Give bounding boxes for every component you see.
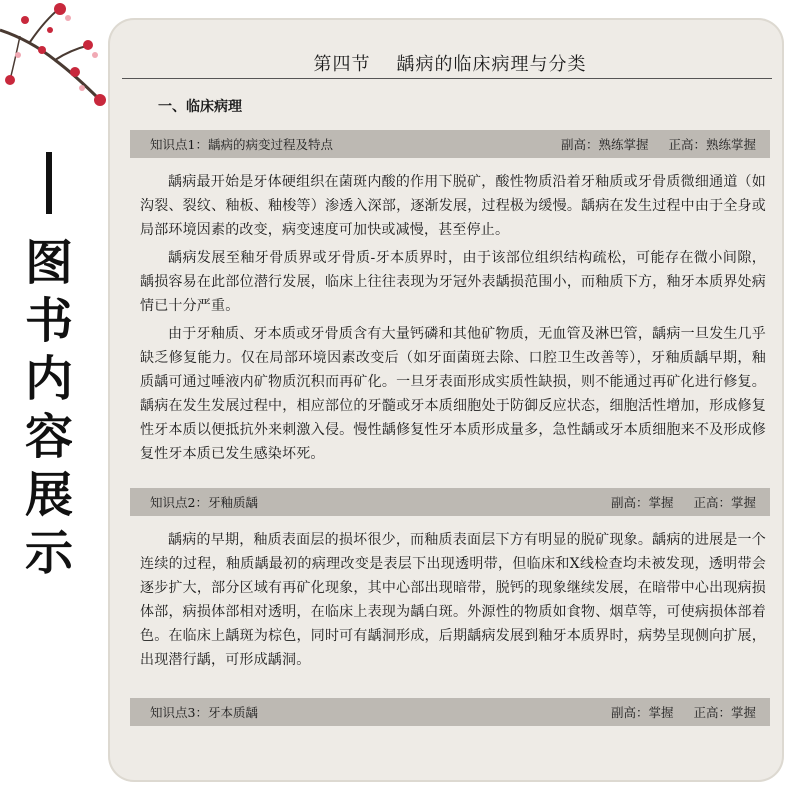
senior-level: 正高：熟练掌握 — [668, 137, 756, 152]
caption-char: 图 — [24, 235, 73, 291]
book-page — [108, 18, 784, 782]
paragraph: 龋病最开始是牙体硬组织在菌斑内酸的作用下脱矿，酸性物质沿着牙釉质或牙骨质微细通道（如沟裂、裂纹、釉板、釉梭等）渗透入深部，逐渐发展，过程极为缓慢。龋病在发生过程中由于全身或局部环境因素的改变，病变速度可加快或减慢，甚至停止。 — [140, 174, 766, 238]
knowledge-point-title: 知识点1：龋病的病变过程及特点 — [150, 137, 333, 152]
paragraph: 由于牙釉质、牙本质或牙骨质含有大量钙磷和其他矿物质，无血管及淋巴管，龋病一旦发生几乎缺乏修复能力。仅在局部环境因素改变后（如牙面菌斑去除、口腔卫生改善等），牙釉质龋早期，釉质龋可通过唾液内矿物质沉积而再矿化。一旦牙表面形成实质性缺损，则不能通过再矿化进行修复。龋病在发生发展过程中，相应部位的牙髓或牙本质细胞处于防御反应状态，细胞活性增加，形成修复性牙本质以便抵抗外来刺激入侵。慢性龋修复性牙本质形成量多，急性龋或牙本质细胞来不及形成修复性牙本质已发生感染坏死。 — [140, 326, 766, 462]
paragraph: 龋病发展至釉牙骨质界或牙骨质-牙本质界时，由于该部位组织结构疏松，可能存在微小间隙，龋损容易在此部位潜行发展，临床上往往表现为牙冠外表龋损范围小，而釉质下方，釉牙本质界处病情已十分严重。 — [140, 250, 766, 314]
caption-char: 示 — [24, 525, 73, 581]
side-caption — [18, 152, 80, 582]
section-title-text: 龋病的临床病理与分类 — [396, 54, 587, 75]
deputy-level: 副高：熟练掌握 — [560, 137, 649, 152]
senior-level: 正高：掌握 — [693, 495, 756, 510]
caption-char: 书 — [24, 293, 73, 349]
paragraph: 龋病的早期，釉质表面层的损坏很少，而釉质表面层下方有明显的脱矿现象。龋病的进展是一个连续的过程，釉质龋最初的病理改变是表层下出现透明带，但临床和X线检查均未被发现，透明带会逐步扩大，部分区域有再矿化现象，其中心部出现暗带，脱钙的现象继续发展，在暗带中心出现病损体部，病损体部相对透明，在临床上表现为龋白斑。外源性的物质如食物、烟草等，可使病损体部着色。在临床上龋斑为棕色，同时可有龋洞形成，后期龋病发展到釉牙本质界时，病势呈现侧向扩展，出现潜行龋，可形成龋洞。 — [140, 532, 766, 668]
section-number: 第四节 — [313, 54, 371, 75]
subheading: 一、临床病理 — [158, 99, 242, 115]
deputy-level: 副高：掌握 — [610, 495, 674, 510]
caption-char: 容 — [24, 409, 73, 465]
knowledge-point-title: 知识点2：牙釉质龋 — [150, 495, 258, 510]
knowledge-point-bar — [130, 698, 770, 726]
caption-char: 展 — [24, 467, 73, 523]
plum-blossom-decoration — [0, 0, 112, 125]
knowledge-point-title: 知识点3：牙本质龋 — [150, 705, 258, 720]
senior-level: 正高：掌握 — [693, 705, 756, 720]
title-rule — [122, 78, 772, 79]
knowledge-point-bar — [130, 488, 770, 516]
section-title — [130, 50, 770, 76]
knowledge-point-bar — [130, 130, 770, 158]
page-content — [130, 18, 770, 738]
caption-bar — [46, 152, 52, 214]
caption-char: 内 — [24, 351, 73, 407]
deputy-level: 副高：掌握 — [610, 705, 674, 720]
